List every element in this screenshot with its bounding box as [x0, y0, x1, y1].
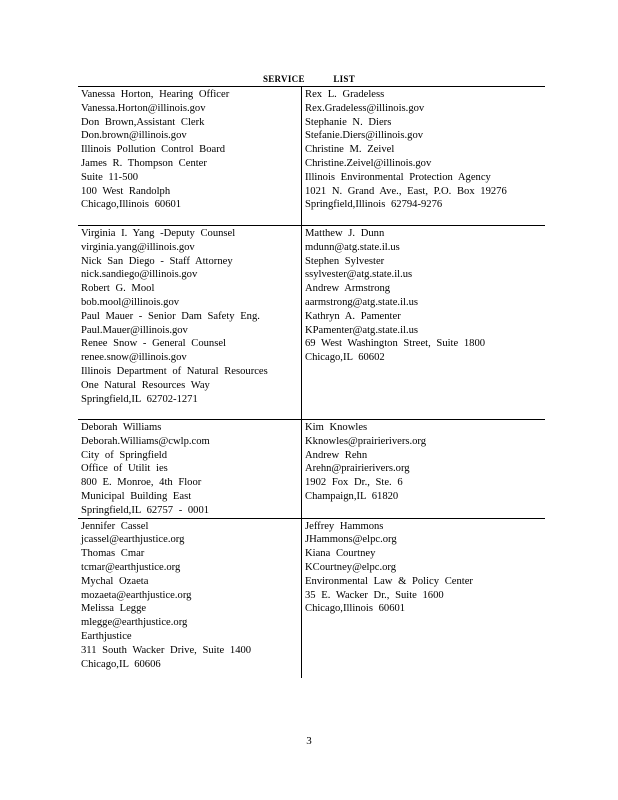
contact-line: Paul.Mauer@illinois.gov	[81, 324, 188, 336]
contact-line: Illinois Department of Natural Resources	[81, 365, 268, 377]
contact-line: mdunn@atg.state.il.us	[305, 241, 400, 253]
contact-line: Christine M. Zeivel	[305, 144, 395, 156]
contact-line: Jeffrey Hammons	[305, 520, 384, 532]
contact-line: Chicago,Illinois 60601	[305, 603, 406, 615]
contact-line: Environmental Law & Policy Center	[305, 575, 473, 587]
contact-line: Rex L. Gradeless	[305, 89, 385, 100]
contact-line: Melissa Legge	[81, 603, 147, 615]
contact-line: Springfield,Illinois 62794-9276	[305, 199, 443, 211]
contact-line: Earthjustice	[81, 630, 132, 642]
contact-line: 35 E. Wacker Dr., Suite 1600	[305, 589, 444, 601]
contact-line: jcassel@earthjustice.org	[81, 534, 185, 546]
title-word-list: LIST	[333, 74, 356, 84]
page-number: 3	[306, 735, 312, 747]
contact-block-right	[302, 226, 546, 420]
contact-line: 311 South Wacker Drive, Suite 1400	[81, 644, 252, 656]
contact-line: 1902 Fox Dr., Ste. 6	[305, 477, 403, 489]
contact-block-right	[302, 518, 546, 678]
contact-line: Municipal Building East	[81, 490, 192, 502]
service-row	[78, 518, 545, 678]
contact-line: Springfield,IL 62757 - 0001	[81, 504, 210, 516]
contact-line: Andrew Rehn	[305, 449, 368, 461]
contact-line: Arehn@prairierivers.org	[305, 463, 410, 475]
contact-line: Suite 11-500	[81, 171, 139, 183]
contact-line: ssylvester@atg.state.il.us	[305, 269, 413, 281]
contact-line: Vanessa Horton, Hearing Officer	[81, 89, 230, 100]
contact-line: mozaeta@earthjustice.org	[81, 589, 192, 601]
title-word-service: SERVICE	[262, 74, 305, 84]
service-row	[78, 87, 545, 226]
contact-line: nick.sandiego@illinois.gov	[81, 269, 198, 281]
service-row	[78, 226, 545, 420]
contact-block-left	[78, 87, 302, 226]
contact-line: Deborah Williams	[81, 422, 162, 433]
contact-line: City of Springfield	[81, 449, 168, 461]
contact-line: Springfield,IL 62702-1271	[81, 393, 198, 405]
contact-line: Robert G. Mool	[81, 283, 155, 295]
contact-block-right	[302, 87, 546, 226]
service-list-table	[78, 86, 545, 678]
contact-line: James R. Thompson Center	[81, 157, 207, 169]
contact-line: Illinois Pollution Control Board	[81, 144, 226, 156]
contact-line: Chicago,IL 60606	[81, 658, 161, 670]
contact-line: Nick San Diego - Staff Attorney	[81, 255, 233, 267]
contact-line: mlegge@earthjustice.org	[81, 617, 188, 629]
contact-line: Champaign,IL 61820	[305, 490, 399, 502]
contact-line: Matthew J. Dunn	[305, 228, 385, 239]
contact-line: Renee Snow - General Counsel	[81, 338, 226, 350]
contact-block-left	[78, 226, 302, 420]
contact-line: Chicago,IL 60602	[305, 352, 385, 364]
service-row	[78, 420, 545, 519]
contact-line: virginia.yang@illinois.gov	[81, 241, 195, 253]
contact-line: Don.brown@illinois.gov	[81, 130, 187, 142]
contact-line: Thomas Cmar	[81, 548, 145, 560]
contact-line: Stephanie N. Diers	[305, 116, 392, 128]
contact-line: aarmstrong@atg.state.il.us	[305, 296, 419, 308]
contact-block-left	[78, 420, 302, 519]
page-title	[0, 74, 618, 84]
contact-line: Kiana Courtney	[305, 548, 376, 560]
contact-line: 69 West Washington Street, Suite 1800	[305, 338, 486, 350]
contact-line: Rex.Gradeless@illinois.gov	[305, 102, 425, 114]
contact-line: Jennifer Cassel	[81, 520, 149, 532]
contact-line: Illinois Environmental Protection Agency	[305, 171, 491, 183]
contact-line: Kim Knowles	[305, 422, 368, 433]
contact-line: Kathryn A. Pamenter	[305, 310, 401, 322]
contact-line: 800 E. Monroe, 4th Floor	[81, 477, 202, 489]
contact-line: Vanessa.Horton@illinois.gov	[81, 102, 206, 114]
contact-line: KCourtney@elpc.org	[305, 561, 397, 573]
contact-line: Don Brown,Assistant Clerk	[81, 116, 205, 128]
contact-line: JHammons@elpc.org	[305, 534, 397, 546]
contact-line: bob.mool@illinois.gov	[81, 296, 180, 308]
contact-line: Virginia I. Yang -Deputy Counsel	[81, 228, 236, 239]
contact-line: Christine.Zeivel@illinois.gov	[305, 157, 432, 169]
contact-line: 1021 N. Grand Ave., East, P.O. Box 19276	[305, 185, 507, 197]
contact-line: Stefanie.Diers@illinois.gov	[305, 130, 424, 142]
contact-line: Deborah.Williams@cwlp.com	[81, 435, 210, 447]
contact-line: Paul Mauer - Senior Dam Safety Eng.	[81, 310, 260, 322]
contact-line: Stephen Sylvester	[305, 255, 385, 267]
contact-line: Office of Utilit ies	[81, 463, 168, 475]
contact-line: renee.snow@illinois.gov	[81, 352, 187, 364]
contact-line: KPamenter@atg.state.il.us	[305, 324, 419, 336]
contact-line: tcmar@earthjustice.org	[81, 561, 181, 573]
contact-block-left	[78, 518, 302, 678]
contact-line: 100 West Randolph	[81, 185, 171, 197]
contact-line: Kknowles@prairierivers.org	[305, 435, 427, 447]
contact-line: Mychal Ozaeta	[81, 575, 149, 587]
contact-block-right	[302, 420, 546, 519]
contact-line: Chicago,Illinois 60601	[81, 199, 182, 211]
contact-line: Andrew Armstrong	[305, 283, 391, 295]
contact-line: One Natural Resources Way	[81, 379, 210, 391]
